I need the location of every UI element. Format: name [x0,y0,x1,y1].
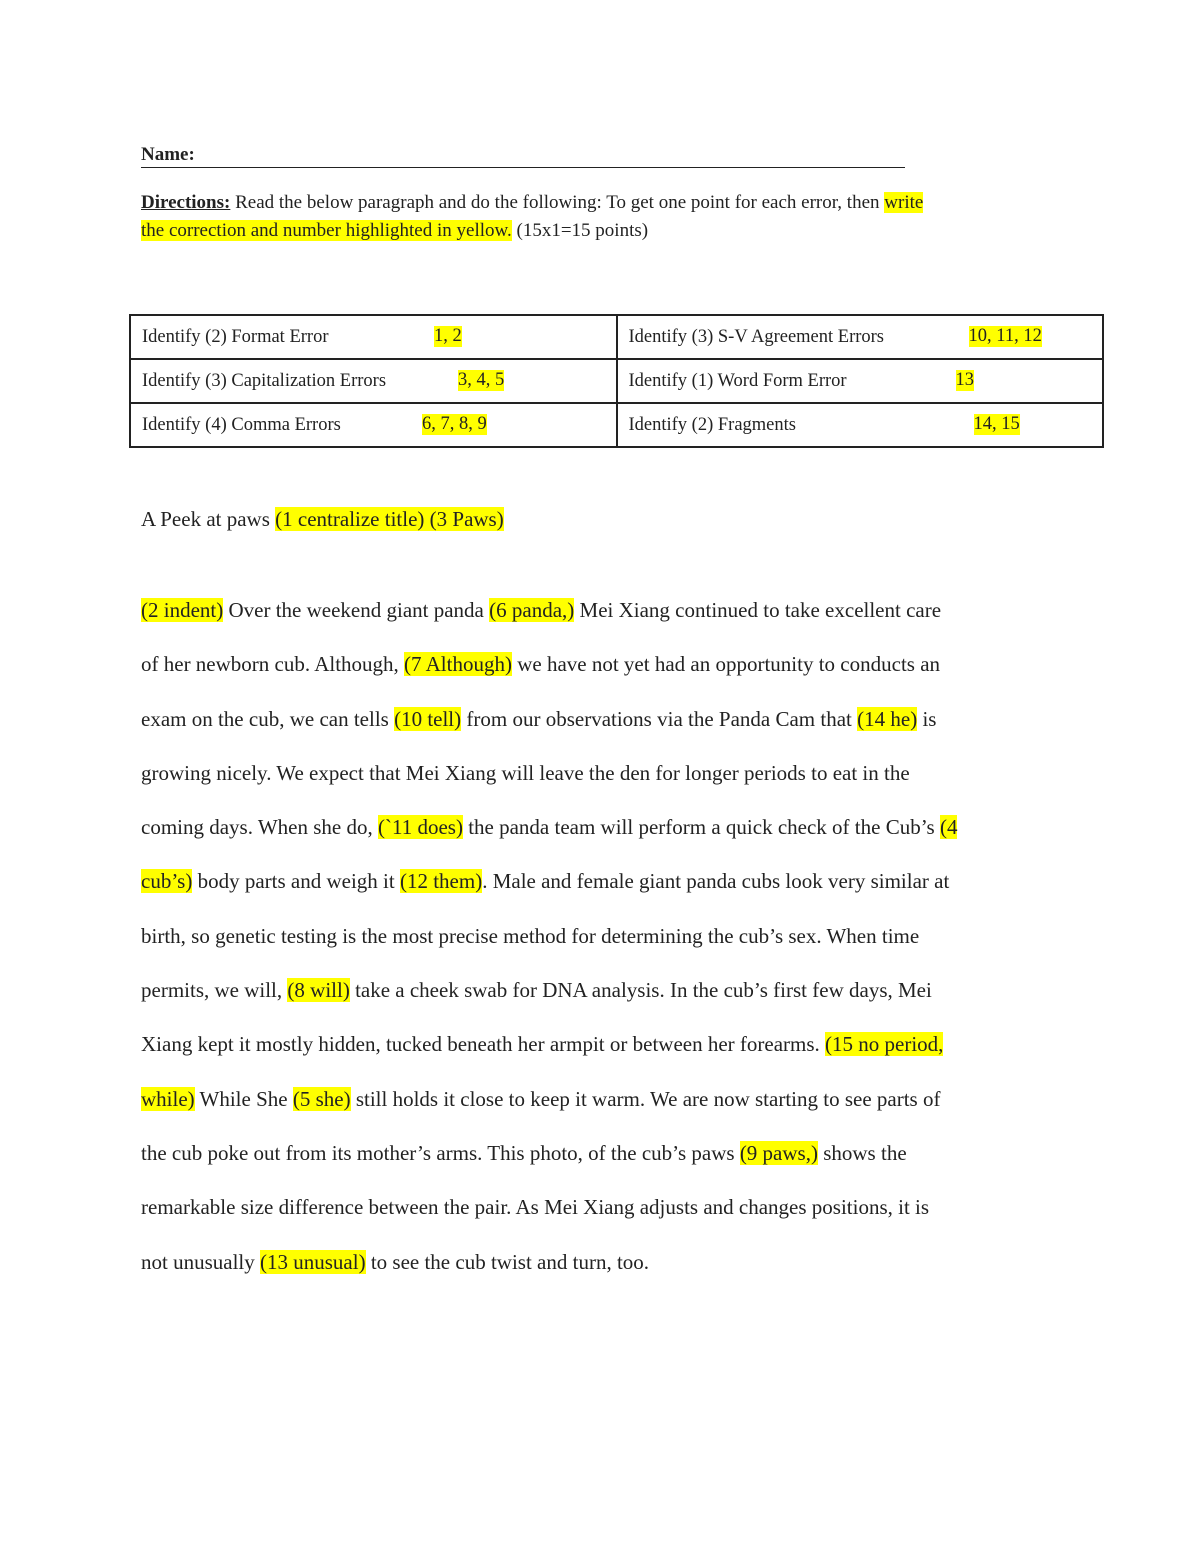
paragraph-text: we have not yet had an opportunity to conducts an [511,652,941,677]
error-label: Identify (4) Comma Errors [142,414,341,435]
error-cell [617,403,1104,447]
error-cell [130,315,617,359]
error-label: Identify (3) S-V Agreement Errors [628,326,885,347]
paragraph-text: exam on the cub, we can tells [141,706,395,731]
correction-highlight: (8 will) [287,978,350,1003]
directions [141,189,1061,245]
paragraph-text: . Male and female giant panda cubs look very similar at [482,869,950,894]
paragraph-line [141,1017,1066,1071]
directions-points: (15x1=15 points) [511,220,649,241]
paragraph-line [141,637,1066,691]
error-cell [130,359,617,403]
directions-highlight-b: the correction and number highlighted in yellow. [141,220,512,241]
paragraph-text: Mei Xiang continued to take excellent care [574,598,942,622]
paragraph-text: take a cheek swab for DNA analysis. In the cub’s first few days, Mei [349,978,932,1003]
error-label: Identify (1) Word Form Error [628,370,847,391]
correction-highlight: (2 indent) [141,598,224,622]
error-label: Identify (3) Capitalization Errors [142,370,387,391]
error-cell [617,315,1104,359]
paragraph-text: Over the weekend giant panda [223,598,490,622]
error-numbers: 10, 11, 12 [968,326,1042,346]
correction-highlight: (`11 does) [378,815,463,840]
paragraph-line [141,854,1066,908]
paragraph-line [141,1180,1066,1234]
paragraph-text: is [917,706,937,731]
paragraph-text: the panda team will perform a quick check of the Cub’s [462,815,940,840]
paragraph-text: to see the cub twist and turn, too. [365,1249,650,1274]
paragraph-text: body parts and weigh it [192,869,400,894]
correction-highlight: (5 she) [292,1086,351,1111]
correction-highlight: (9 paws,) [739,1140,818,1165]
directions-label: Directions: [141,192,231,213]
paragraph-text: permits, we will, [141,978,288,1003]
table-row [130,403,1103,447]
passage-title-text: A Peek at paws [141,507,270,531]
paragraph-text: the cub poke out from its mother’s arms. This photo, of the cub’s paws [141,1140,740,1165]
paragraph-text: of her newborn cub. Although, [141,652,405,677]
paragraph-text: not unusually [141,1249,260,1274]
correction-highlight: (6 panda,) [489,598,575,622]
error-label: Identify (2) Fragments [628,414,796,435]
paragraph-line [141,1235,1066,1289]
correction-highlight: (15 no period, [825,1032,944,1057]
paragraph-text: coming days. When she do, [141,815,378,840]
error-numbers: 3, 4, 5 [458,370,505,390]
paragraph-line [141,1126,1066,1180]
paragraph-text: birth, so genetic testing is the most precise method for determining the cub’s sex. When time [141,923,920,948]
correction-highlight: (4 [939,815,958,840]
paragraph-text: shows the [817,1140,907,1165]
passage-title [141,507,504,532]
directions-highlight-a: write [884,192,924,213]
paragraph-line [141,963,1066,1017]
error-numbers: 1, 2 [434,326,462,346]
error-cell [130,403,617,447]
paragraph-line [141,800,1066,854]
paragraph-text: growing nicely. We expect that Mei Xiang will leave the den for longer periods to eat in the [141,760,910,785]
correction-highlight: (13 unusual) [260,1249,366,1274]
error-numbers: 14, 15 [973,414,1020,434]
name-field-line [141,144,905,168]
correction-highlight: (14 he) [857,706,918,731]
table-row [130,359,1103,403]
directions-text: Read the below paragraph and do the following: To get one point for each error, then [230,192,885,213]
error-numbers: 6, 7, 8, 9 [422,414,487,434]
paragraph-text: While She [194,1086,293,1111]
correction-highlight: (10 tell) [394,706,462,731]
paragraph-line [141,692,1066,746]
error-table [129,314,1104,448]
paragraph-line [141,1072,1066,1126]
paragraph-text: Xiang kept it mostly hidden, tucked beneath her armpit or between her forearms. [141,1032,826,1057]
correction-highlight: (7 Although) [404,652,512,677]
name-label: Name: [141,144,195,165]
paragraph-text: still holds it close to keep it warm. We are now starting to see parts of [350,1086,941,1111]
table-row [130,315,1103,359]
paragraph-text: remarkable size difference between the pair. As Mei Xiang adjusts and changes positions, it is [141,1195,930,1220]
passage-paragraph [141,583,1066,1289]
paragraph-line [141,583,1066,637]
correction-highlight: cub’s) [141,869,193,894]
paragraph-line [141,746,1066,800]
paragraph-text: from our observations via the Panda Cam that [461,706,858,731]
error-numbers: 13 [955,370,974,390]
passage-title-note: (1 centralize title) (3 Paws) [275,507,504,531]
paragraph-line [141,909,1066,963]
error-label: Identify (2) Format Error [142,326,329,347]
correction-highlight: while) [141,1086,195,1111]
correction-highlight: (12 them) [399,869,483,894]
error-cell [617,359,1104,403]
